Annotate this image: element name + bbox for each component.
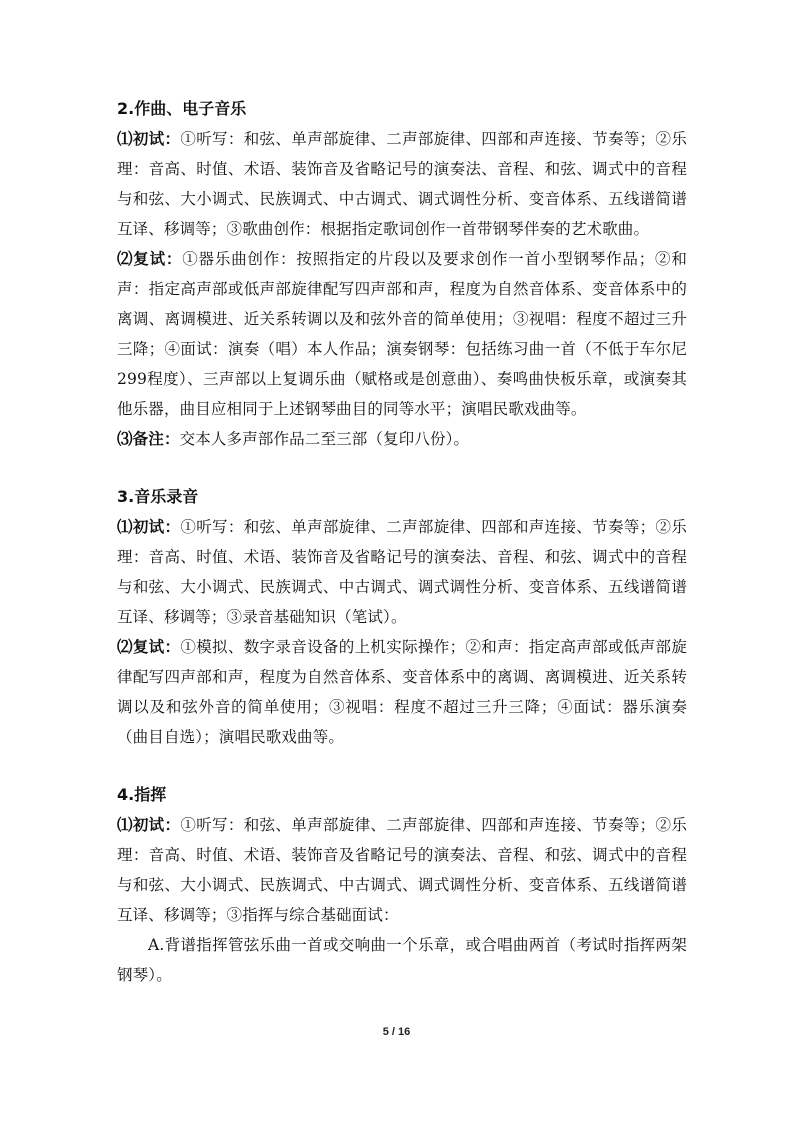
paragraph-text: ①模拟、数字录音设备的上机实际操作；②和声：指定高声部或低声部旋律配写四声部和声，程度为自然音体系、变音体系中的离调、离调模进、近关系转调以及和弦外音的简单使用；③视唱：程度不超过三升三降；④面试：器乐演奏（曲目自选）；演唱民歌戏曲等。: [117, 638, 687, 746]
section-recording: [117, 482, 687, 752]
paragraph-text: ①听写：和弦、单声部旋律、二声部旋律、四部和声连接、节奏等；②乐理：音高、时值、术语、装饰音及省略记号的演奏法、音程、和弦、调式中的音程与和弦、大小调式、民族调式、中古调式、调式调性分析、变音体系、五线谱简谱互译、移调等；③录音基础知识（笔试）。: [117, 518, 687, 626]
paragraph: [117, 244, 687, 424]
paragraph-text: ①听写：和弦、单声部旋律、二声部旋律、四部和声连接、节奏等；②乐理：音高、时值、术语、装饰音及省略记号的演奏法、音程、和弦、调式中的音程与和弦、大小调式、民族调式、中古调式、调式调性分析、变音体系、五线谱简谱互译、移调等；③指挥与综合基础面试：: [117, 816, 687, 924]
paragraph: [117, 424, 687, 454]
paragraph-lead: ⑴初试：: [117, 816, 181, 834]
section-composition: [117, 94, 687, 454]
paragraph-lead: ⑵复试：: [117, 638, 181, 656]
paragraph-lead: ⑶备注：: [117, 430, 180, 448]
section-conducting: [117, 780, 687, 990]
paragraph: [117, 124, 687, 244]
page-number: 5 / 16: [382, 1026, 411, 1038]
paragraph: [117, 512, 687, 632]
paragraph-lead: ⑵复试：: [117, 250, 183, 268]
paragraph: [117, 810, 687, 930]
paragraph-text: ①器乐曲创作：按照指定的片段以及要求创作一首小型钢琴作品；②和声：指定高声部或低声部旋律配写四声部和声，程度为自然音体系、变音体系中的离调、离调模进、近关系转调以及和弦外音的简单使用；③视唱：程度不超过三升三降；④面试：演奏（唱）本人作品；演奏钢琴：包括练习曲一首（不低于车尔尼299程度）、三声部以上复调乐曲（赋格或是创意曲）、奏鸣曲快板乐章，或演奏其他乐器，曲目应相同于上述钢琴曲目的同等水平；演唱民歌戏曲等。: [117, 250, 687, 418]
paragraph-indented: [117, 930, 687, 990]
paragraph-text: A.背谱指挥管弦乐曲一首或交响曲一个乐章，或合唱曲两首（考试时指挥两架钢琴）。: [117, 936, 687, 984]
paragraph-text: 交本人多声部作品二至三部（复印八份）。: [179, 430, 470, 448]
document-page: [117, 94, 687, 1018]
section-title: 3.音乐录音: [117, 487, 199, 506]
paragraph: [117, 632, 687, 752]
paragraph-text: ①听写：和弦、单声部旋律、二声部旋律、四部和声连接、节奏等；②乐理：音高、时值、术语、装饰音及省略记号的演奏法、音程、和弦、调式中的音程与和弦、大小调式、民族调式、中古调式、调式调性分析、变音体系、五线谱简谱互译、移调等；③歌曲创作：根据指定歌词创作一首带钢琴伴奏的艺术歌曲。: [117, 130, 687, 238]
paragraph-lead: ⑴初试：: [117, 130, 181, 148]
section-title: 2.作曲、电子音乐: [117, 99, 247, 118]
section-title: 4.指挥: [117, 785, 167, 804]
paragraph-lead: ⑴初试：: [117, 518, 181, 536]
